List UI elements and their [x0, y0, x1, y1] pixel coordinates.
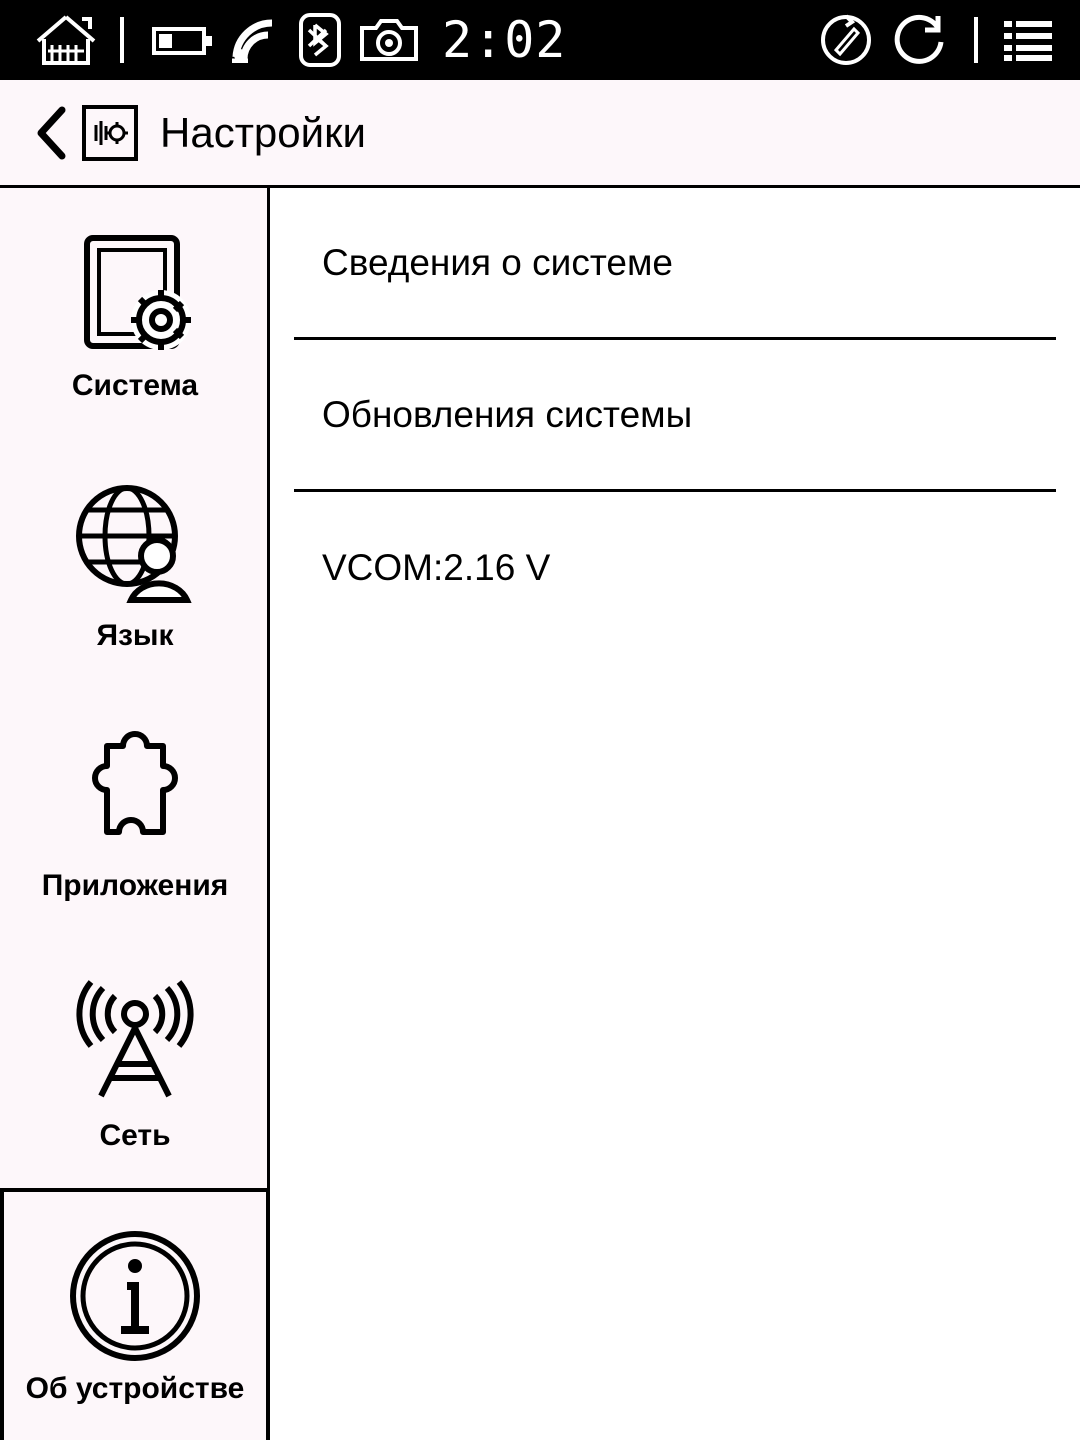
- row-system-info[interactable]: [294, 188, 1056, 340]
- sidebar-item-label: Приложения: [41, 869, 229, 902]
- home-icon[interactable]: [34, 11, 98, 69]
- back-chevron-icon[interactable]: [34, 106, 68, 160]
- tablet-gear-icon: [65, 223, 205, 363]
- antenna-signal-icon: [65, 973, 205, 1113]
- sidebar-item-label: Система: [71, 369, 199, 402]
- status-clock: 2:02: [442, 11, 567, 69]
- sidebar-item-language[interactable]: [0, 438, 270, 688]
- refresh-icon[interactable]: [894, 12, 950, 68]
- title-bar: [0, 80, 1080, 188]
- page-title: Настройки: [160, 108, 366, 156]
- sidebar-item-label: Язык: [96, 619, 174, 652]
- globe-person-icon: [65, 473, 205, 613]
- sidebar: [0, 188, 270, 1440]
- status-divider: [120, 17, 124, 63]
- content-panel: [270, 188, 1080, 1440]
- row-system-updates[interactable]: [294, 340, 1056, 492]
- bluetooth-icon: [298, 12, 342, 68]
- sidebar-item-network[interactable]: [0, 938, 270, 1188]
- status-bar: [0, 0, 1080, 80]
- row-label: VCOM:2.16 V: [322, 547, 551, 588]
- menu-list-icon[interactable]: [1002, 17, 1054, 63]
- status-bar-right-group: [818, 0, 1054, 80]
- sidebar-item-about[interactable]: [0, 1188, 270, 1440]
- wifi-icon: [228, 17, 284, 63]
- row-vcom: [294, 492, 1056, 644]
- main-body: [0, 188, 1080, 1440]
- row-label: Обновления системы: [322, 393, 693, 435]
- rotation-lock-icon[interactable]: [818, 12, 874, 68]
- screenshot-camera-icon[interactable]: [358, 16, 420, 64]
- sidebar-item-system[interactable]: [0, 188, 270, 438]
- sidebar-item-apps[interactable]: [0, 688, 270, 938]
- sidebar-item-label: Об устройстве: [25, 1372, 245, 1405]
- status-bar-left-group: [0, 11, 566, 69]
- battery-icon: [152, 21, 214, 59]
- puzzle-piece-icon: [65, 723, 205, 863]
- settings-gear-icon: [82, 105, 138, 161]
- info-circle-icon: [65, 1226, 205, 1366]
- status-divider-right: [974, 17, 978, 63]
- row-label: Сведения о системе: [322, 241, 673, 283]
- sidebar-item-label: Сеть: [99, 1119, 171, 1152]
